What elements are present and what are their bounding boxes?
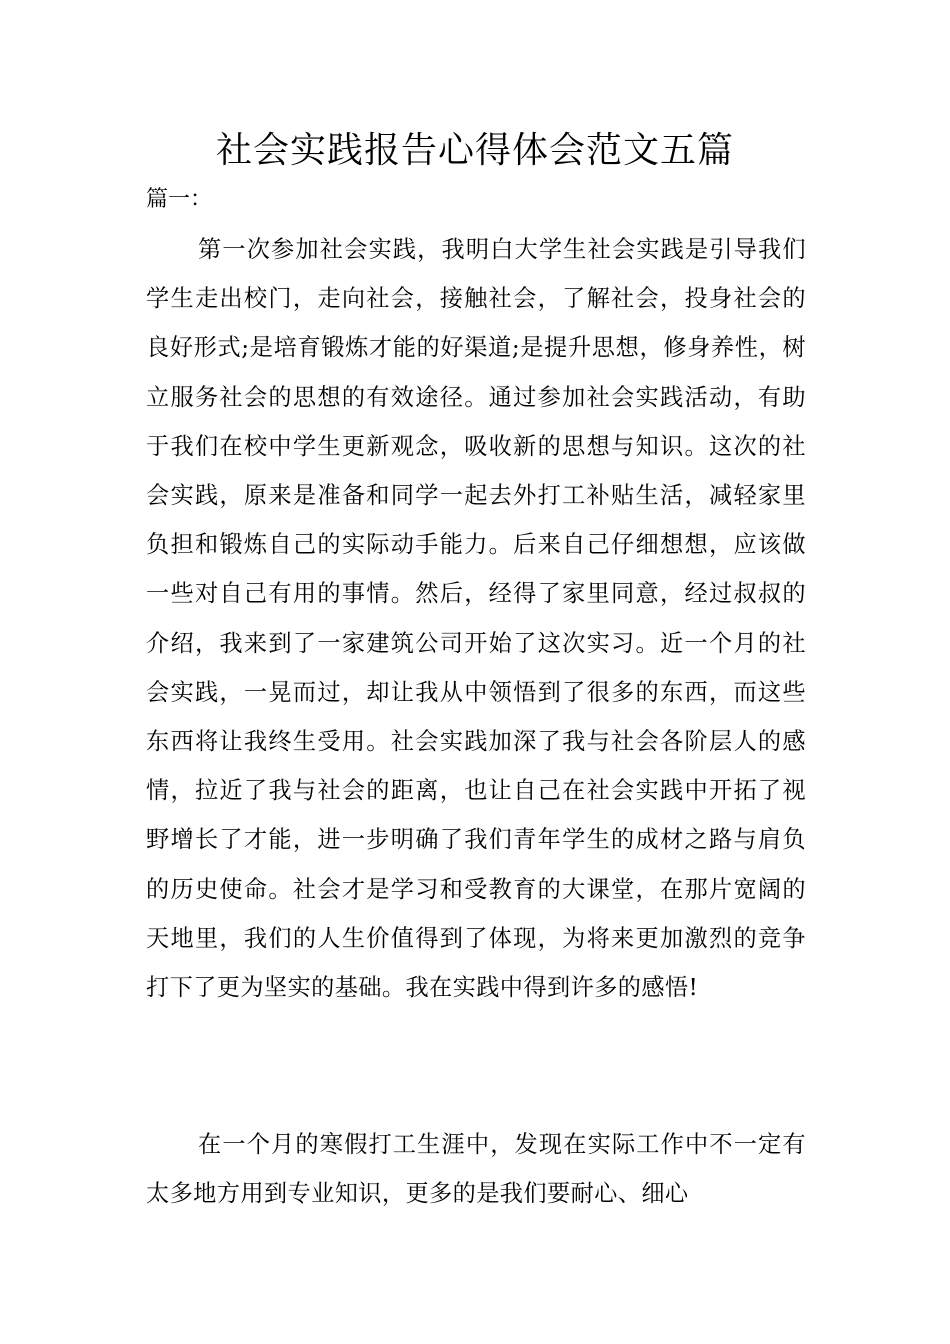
section-label: 篇一： <box>146 187 213 212</box>
paragraph-1: 第一次参加社会实践，我明白大学生社会实践是引导我们学生走出校门，走向社会，接触社会，了解社会，投身社会的良好形式;是培育锻炼才能的好渠道;是提升思想，修身养性，树立服务社会的思想的有效途径。通过参加社会实践活动，有助于我们在校中学生更新观念，吸收新的思想与知识。这次的社会实践，原来是准备和同学一起去外打工补贴生活，减轻家里负担和锻炼自己的实际动手能力。后来自己仔细想想，应该做一些对自己有用的事情。然后，经得了家里同意，经过叔叔的介绍，我来到了一家建筑公司开始了这次实习。近一个月的社会实践，一晃而过，却让我从中领悟到了很多的东西，而这些东西将让我终生受用。社会实践加深了我与社会各阶层人的感情，拉近了我与社会的距离，也让自己在社会实践中开拓了视野增长了才能，进一步明确了我们青年学生的成材之路与肩负的历史使命。社会才是学习和受教育的大课堂，在那片宽阔的天地里，我们的人生价值得到了体现，为将来更加激烈的竞争打下了更为坚实的基础。我在实践中得到许多的感悟! <box>146 236 806 1002</box>
document-title: 社会实践报告心得体会范文五篇 <box>215 130 734 171</box>
paragraph-2: 在一个月的寒假打工生涯中，发现在实际工作中不一定有太多地方用到专业知识，更多的是我们要耐心、细心 <box>146 1131 806 1208</box>
